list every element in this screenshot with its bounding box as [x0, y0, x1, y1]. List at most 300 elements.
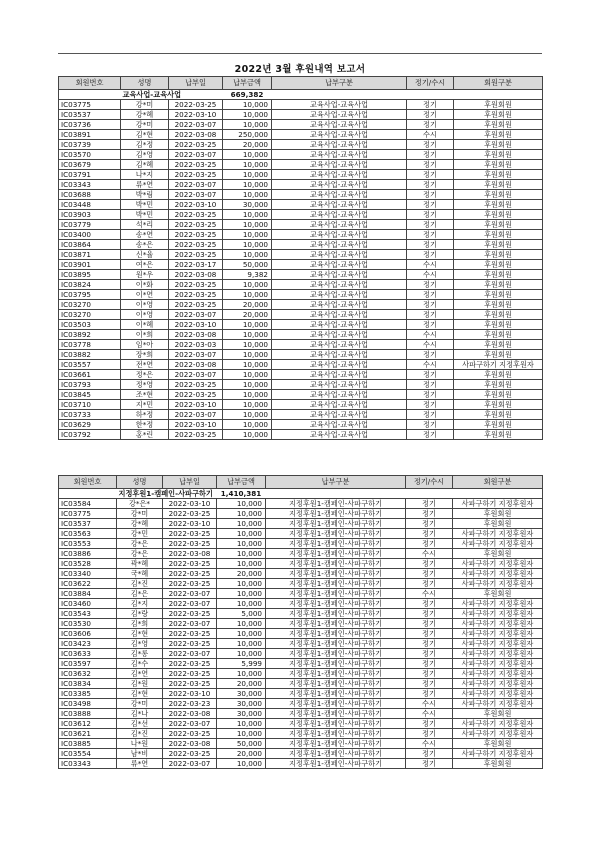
column-header: 회원번호	[59, 476, 117, 489]
member-id-cell: IC03736	[59, 120, 121, 130]
pay-type-cell: 지정후원1-캠페인-사파구하기	[266, 729, 406, 739]
pay-date-cell: 2022-03-25	[169, 390, 223, 400]
table-row	[59, 150, 543, 160]
column-header: 납부구분	[272, 77, 407, 90]
name-cell: 김*나	[117, 709, 163, 719]
cycle-cell: 정기	[406, 749, 453, 759]
member-type-cell: 후원회원	[454, 430, 543, 440]
member-type-cell: 후원회원	[454, 200, 543, 210]
member-type-cell: 사파구하기 지정후원자	[453, 599, 543, 609]
pay-type-cell: 교육사업-교육사업	[272, 270, 407, 280]
member-type-cell: 후원회원	[454, 250, 543, 260]
member-type-cell: 사파구하기 지정후원자	[454, 360, 543, 370]
member-type-cell: 후원회원	[453, 549, 543, 559]
table-row	[59, 749, 543, 759]
pay-type-cell: 교육사업-교육사업	[272, 260, 407, 270]
pay-date-cell: 2022-03-25	[163, 539, 217, 549]
pay-date-cell: 2022-03-08	[163, 549, 217, 559]
cycle-cell: 정기	[406, 539, 453, 549]
member-type-cell: 후원회원	[454, 380, 543, 390]
pay-type-cell: 지정후원1-캠페인-사파구하기	[266, 709, 406, 719]
cycle-cell: 수시	[406, 699, 453, 709]
cycle-cell: 정기	[407, 420, 454, 430]
amount-cell: 20,000	[223, 310, 272, 320]
member-type-cell: 후원회원	[453, 509, 543, 519]
cycle-cell: 수시	[407, 330, 454, 340]
name-cell: 원*우	[121, 270, 169, 280]
name-cell: 김*지	[117, 599, 163, 609]
member-type-cell: 사파구하기 지정후원자	[453, 659, 543, 669]
column-header: 회원구분	[453, 476, 543, 489]
table-row	[59, 160, 543, 170]
pay-type-cell: 교육사업-교육사업	[272, 310, 407, 320]
member-id-cell: IC03537	[59, 110, 121, 120]
amount-cell: 10,000	[223, 350, 272, 360]
member-type-cell: 후원회원	[454, 230, 543, 240]
name-cell: 강*미	[117, 699, 163, 709]
table-row	[59, 609, 543, 619]
pay-type-cell: 교육사업-교육사업	[272, 140, 407, 150]
pay-date-cell: 2022-03-10	[169, 200, 223, 210]
cycle-cell: 수시	[407, 270, 454, 280]
table-row	[59, 579, 543, 589]
member-type-cell: 후원회원	[453, 519, 543, 529]
table-row	[59, 190, 543, 200]
amount-cell: 10,000	[223, 230, 272, 240]
cycle-cell: 정기	[406, 689, 453, 699]
pay-type-cell: 지정후원1-캠페인-사파구하기	[266, 559, 406, 569]
member-type-cell: 후원회원	[454, 120, 543, 130]
pay-date-cell: 2022-03-25	[169, 100, 223, 110]
member-id-cell: IC03632	[59, 669, 117, 679]
name-cell: 나*지	[121, 170, 169, 180]
table-row	[59, 170, 543, 180]
pay-type-cell: 지정후원1-캠페인-사파구하기	[266, 619, 406, 629]
pay-date-cell: 2022-03-08	[169, 360, 223, 370]
pay-date-cell: 2022-03-07	[169, 410, 223, 420]
name-cell: 김*원	[117, 679, 163, 689]
cycle-cell: 정기	[407, 140, 454, 150]
amount-cell: 10,000	[217, 639, 266, 649]
table-row	[59, 390, 543, 400]
amount-cell: 9,382	[223, 270, 272, 280]
member-type-cell: 후원회원	[453, 709, 543, 719]
name-cell: 김*선	[117, 719, 163, 729]
member-id-cell: IC03584	[59, 499, 117, 509]
amount-cell: 10,000	[223, 190, 272, 200]
pay-type-cell: 교육사업-교육사업	[272, 350, 407, 360]
member-type-cell: 사파구하기 지정후원자	[453, 719, 543, 729]
pay-date-cell: 2022-03-10	[163, 519, 217, 529]
member-id-cell: IC03537	[59, 519, 117, 529]
table-row	[59, 509, 543, 519]
table-row	[59, 330, 543, 340]
member-id-cell: IC03622	[59, 579, 117, 589]
cycle-cell: 정기	[407, 370, 454, 380]
table-row	[59, 350, 543, 360]
amount-cell: 10,000	[223, 380, 272, 390]
table-row	[59, 659, 543, 669]
pay-date-cell: 2022-03-07	[169, 180, 223, 190]
name-cell: 박*민	[121, 200, 169, 210]
pay-type-cell: 교육사업-교육사업	[272, 220, 407, 230]
amount-cell: 10,000	[223, 410, 272, 420]
pay-type-cell: 교육사업-교육사업	[272, 400, 407, 410]
member-id-cell: IC03423	[59, 639, 117, 649]
member-id-cell: IC03739	[59, 140, 121, 150]
pay-date-cell: 2022-03-25	[169, 250, 223, 260]
pay-date-cell: 2022-03-07	[163, 599, 217, 609]
pay-date-cell: 2022-03-25	[163, 579, 217, 589]
column-header: 회원구분	[454, 77, 543, 90]
cycle-cell: 정기	[406, 569, 453, 579]
member-id-cell: IC03845	[59, 390, 121, 400]
table-row	[59, 759, 543, 769]
pay-date-cell: 2022-03-25	[163, 729, 217, 739]
member-id-cell: IC03791	[59, 170, 121, 180]
member-type-cell: 후원회원	[454, 210, 543, 220]
cycle-cell: 정기	[406, 599, 453, 609]
member-type-cell: 후원회원	[454, 390, 543, 400]
amount-cell: 10,000	[223, 160, 272, 170]
pay-date-cell: 2022-03-25	[163, 609, 217, 619]
member-type-cell: 후원회원	[454, 140, 543, 150]
name-cell: 김*현	[117, 629, 163, 639]
table-row	[59, 250, 543, 260]
group-name: 교육사업-교육사업	[121, 90, 223, 100]
cycle-cell: 정기	[407, 290, 454, 300]
pay-type-cell: 교육사업-교육사업	[272, 280, 407, 290]
pay-date-cell: 2022-03-23	[163, 699, 217, 709]
name-cell: 장*희	[121, 350, 169, 360]
member-type-cell: 후원회원	[454, 410, 543, 420]
cycle-cell: 정기	[406, 559, 453, 569]
cycle-cell: 정기	[407, 200, 454, 210]
group-subtotal-row	[59, 489, 543, 499]
member-id-cell: IC03733	[59, 410, 121, 420]
pay-date-cell: 2022-03-25	[163, 569, 217, 579]
amount-cell: 10,000	[223, 320, 272, 330]
pay-date-cell: 2022-03-25	[163, 629, 217, 639]
amount-cell: 10,000	[217, 719, 266, 729]
cycle-cell: 정기	[406, 659, 453, 669]
member-type-cell: 후원회원	[454, 100, 543, 110]
pay-date-cell: 2022-03-25	[163, 669, 217, 679]
name-cell: 지*민	[121, 400, 169, 410]
name-cell: 김*롱	[117, 649, 163, 659]
group-name: 지정후원1-캠페인-사파구하기	[117, 489, 217, 499]
member-id-cell: IC03448	[59, 200, 121, 210]
amount-cell: 20,000	[217, 569, 266, 579]
cycle-cell: 정기	[406, 729, 453, 739]
name-cell: 석*리	[121, 220, 169, 230]
cycle-cell: 정기	[407, 160, 454, 170]
pay-date-cell: 2022-03-07	[163, 649, 217, 659]
pay-date-cell: 2022-03-25	[169, 170, 223, 180]
member-id-cell: IC03528	[59, 559, 117, 569]
member-id-cell: IC03892	[59, 330, 121, 340]
amount-cell: 10,000	[217, 649, 266, 659]
table-row	[59, 410, 543, 420]
pay-date-cell: 2022-03-10	[169, 320, 223, 330]
name-cell: 김*정	[121, 140, 169, 150]
pay-type-cell: 지정후원1-캠페인-사파구하기	[266, 499, 406, 509]
name-cell: 강*은	[117, 539, 163, 549]
amount-cell: 10,000	[223, 120, 272, 130]
amount-cell: 10,000	[223, 340, 272, 350]
pay-date-cell: 2022-03-10	[169, 110, 223, 120]
table-row	[59, 539, 543, 549]
pay-type-cell: 교육사업-교육사업	[272, 100, 407, 110]
name-cell: 김*진	[117, 729, 163, 739]
member-id-cell: IC03557	[59, 360, 121, 370]
member-id-cell: IC03888	[59, 709, 117, 719]
cycle-cell: 정기	[406, 509, 453, 519]
cycle-cell: 정기	[406, 519, 453, 529]
name-cell: 송*은	[121, 240, 169, 250]
pay-type-cell: 지정후원1-캠페인-사파구하기	[266, 629, 406, 639]
member-id-cell: IC03901	[59, 260, 121, 270]
table-row	[59, 360, 543, 370]
cycle-cell: 수시	[406, 549, 453, 559]
member-id-cell: IC03710	[59, 400, 121, 410]
name-cell: 강*미	[117, 509, 163, 519]
pay-type-cell: 지정후원1-캠페인-사파구하기	[266, 639, 406, 649]
amount-cell: 10,000	[223, 240, 272, 250]
member-type-cell: 후원회원	[454, 300, 543, 310]
member-type-cell: 사파구하기 지정후원자	[453, 559, 543, 569]
amount-cell: 10,000	[217, 539, 266, 549]
table-row	[59, 599, 543, 609]
pay-type-cell: 교육사업-교육사업	[272, 180, 407, 190]
pay-date-cell: 2022-03-08	[169, 130, 223, 140]
table-row	[59, 420, 543, 430]
pay-type-cell: 교육사업-교육사업	[272, 250, 407, 260]
member-id-cell: IC03621	[59, 729, 117, 739]
cycle-cell: 정기	[407, 250, 454, 260]
pay-type-cell: 교육사업-교육사업	[272, 230, 407, 240]
name-cell: 류*연	[121, 180, 169, 190]
name-cell: 김*연	[117, 669, 163, 679]
pay-date-cell: 2022-03-25	[169, 220, 223, 230]
name-cell: 이*희	[121, 330, 169, 340]
amount-cell: 10,000	[217, 549, 266, 559]
column-header: 정기/수시	[407, 77, 454, 90]
cycle-cell: 정기	[406, 679, 453, 689]
pay-type-cell: 지정후원1-캠페인-사파구하기	[266, 509, 406, 519]
member-type-cell: 사파구하기 지정후원자	[453, 629, 543, 639]
amount-cell: 10,000	[223, 370, 272, 380]
pay-date-cell: 2022-03-25	[169, 240, 223, 250]
member-type-cell: 후원회원	[454, 190, 543, 200]
donation-table-campaign	[58, 475, 543, 769]
pay-date-cell: 2022-03-08	[169, 330, 223, 340]
member-type-cell: 사파구하기 지정후원자	[453, 529, 543, 539]
pay-type-cell: 교육사업-교육사업	[272, 390, 407, 400]
member-type-cell: 후원회원	[454, 240, 543, 250]
member-type-cell: 사파구하기 지정후원자	[453, 679, 543, 689]
pay-type-cell: 지정후원1-캠페인-사파구하기	[266, 569, 406, 579]
member-id-cell: IC03543	[59, 609, 117, 619]
amount-cell: 10,000	[217, 629, 266, 639]
pay-date-cell: 2022-03-25	[169, 300, 223, 310]
member-id-cell: IC03570	[59, 150, 121, 160]
pay-type-cell: 교육사업-교육사업	[272, 130, 407, 140]
member-type-cell: 사파구하기 지정후원자	[453, 639, 543, 649]
cycle-cell: 정기	[407, 300, 454, 310]
name-cell: 이*화	[121, 280, 169, 290]
pay-type-cell: 교육사업-교육사업	[272, 150, 407, 160]
name-cell: 김*현	[121, 130, 169, 140]
cycle-cell: 정기	[407, 280, 454, 290]
name-cell: 나*원	[117, 739, 163, 749]
member-type-cell: 후원회원	[454, 420, 543, 430]
name-cell: 강*민	[117, 529, 163, 539]
amount-cell: 20,000	[223, 140, 272, 150]
table-row	[59, 669, 543, 679]
name-cell: 하*정	[121, 410, 169, 420]
pay-type-cell: 지정후원1-캠페인-사파구하기	[266, 659, 406, 669]
table-row	[59, 290, 543, 300]
pay-type-cell: 교육사업-교육사업	[272, 160, 407, 170]
pay-type-cell: 지정후원1-캠페인-사파구하기	[266, 599, 406, 609]
member-type-cell: 후원회원	[454, 350, 543, 360]
column-header: 정기/수시	[406, 476, 453, 489]
member-id-cell: IC03563	[59, 529, 117, 539]
name-cell: 김*영	[121, 150, 169, 160]
group-total: 669,382	[223, 90, 272, 100]
cycle-cell: 정기	[407, 220, 454, 230]
pay-type-cell: 교육사업-교육사업	[272, 330, 407, 340]
member-id-cell: IC03775	[59, 100, 121, 110]
column-header: 회원번호	[59, 77, 121, 90]
member-id-cell: IC03554	[59, 749, 117, 759]
member-type-cell: 사파구하기 지정후원자	[453, 729, 543, 739]
member-type-cell: 후원회원	[454, 110, 543, 120]
table-row	[59, 699, 543, 709]
cycle-cell: 정기	[407, 100, 454, 110]
cycle-cell: 수시	[406, 739, 453, 749]
pay-type-cell: 지정후원1-캠페인-사파구하기	[266, 519, 406, 529]
pay-type-cell: 교육사업-교육사업	[272, 370, 407, 380]
member-id-cell: IC03606	[59, 629, 117, 639]
table-row	[59, 280, 543, 290]
pay-date-cell: 2022-03-25	[169, 380, 223, 390]
pay-date-cell: 2022-03-25	[163, 659, 217, 669]
table-row	[59, 679, 543, 689]
amount-cell: 20,000	[217, 679, 266, 689]
member-type-cell: 후원회원	[454, 330, 543, 340]
member-type-cell: 후원회원	[454, 260, 543, 270]
member-id-cell: IC03270	[59, 300, 121, 310]
member-type-cell: 후원회원	[454, 400, 543, 410]
cycle-cell: 수시	[407, 260, 454, 270]
cycle-cell: 정기	[407, 390, 454, 400]
pay-type-cell: 교육사업-교육사업	[272, 420, 407, 430]
amount-cell: 10,000	[217, 599, 266, 609]
name-cell: 류*연	[117, 759, 163, 769]
table-row	[59, 719, 543, 729]
pay-type-cell: 지정후원1-캠페인-사파구하기	[266, 679, 406, 689]
table-row	[59, 519, 543, 529]
amount-cell: 30,000	[217, 699, 266, 709]
member-id-cell: IC03597	[59, 659, 117, 669]
cycle-cell: 정기	[406, 619, 453, 629]
pay-type-cell: 지정후원1-캠페인-사파구하기	[266, 669, 406, 679]
pay-date-cell: 2022-03-25	[163, 509, 217, 519]
table-row	[59, 130, 543, 140]
table-row	[59, 110, 543, 120]
pay-type-cell: 교육사업-교육사업	[272, 380, 407, 390]
amount-cell: 20,000	[223, 300, 272, 310]
pay-date-cell: 2022-03-08	[163, 709, 217, 719]
table-row	[59, 200, 543, 210]
pay-date-cell: 2022-03-07	[169, 370, 223, 380]
amount-cell: 10,000	[217, 669, 266, 679]
name-cell: 강*혜	[117, 519, 163, 529]
member-type-cell: 사파구하기 지정후원자	[453, 649, 543, 659]
member-id-cell: IC03778	[59, 340, 121, 350]
table-row	[59, 370, 543, 380]
member-id-cell: IC03633	[59, 649, 117, 659]
pay-type-cell: 지정후원1-캠페인-사파구하기	[266, 719, 406, 729]
table-row	[59, 310, 543, 320]
pay-date-cell: 2022-03-25	[169, 430, 223, 440]
amount-cell: 10,000	[217, 559, 266, 569]
amount-cell: 50,000	[217, 739, 266, 749]
amount-cell: 10,000	[223, 150, 272, 160]
pay-date-cell: 2022-03-25	[169, 290, 223, 300]
name-cell: 이*영	[121, 310, 169, 320]
member-type-cell: 사파구하기 지정후원자	[453, 539, 543, 549]
pay-type-cell: 지정후원1-캠페인-사파구하기	[266, 549, 406, 559]
member-id-cell: IC03661	[59, 370, 121, 380]
name-cell: 국*혜	[117, 569, 163, 579]
member-id-cell: IC03688	[59, 190, 121, 200]
member-id-cell: IC03498	[59, 699, 117, 709]
name-cell: 강*미	[121, 100, 169, 110]
member-type-cell: 후원회원	[453, 589, 543, 599]
pay-date-cell: 2022-03-10	[163, 689, 217, 699]
cycle-cell: 정기	[407, 180, 454, 190]
name-cell: 한*정	[121, 420, 169, 430]
member-id-cell: IC03884	[59, 589, 117, 599]
member-type-cell: 사파구하기 지정후원자	[453, 619, 543, 629]
pay-date-cell: 2022-03-25	[169, 140, 223, 150]
member-id-cell: IC03885	[59, 739, 117, 749]
cycle-cell: 수시	[407, 340, 454, 350]
member-type-cell: 후원회원	[454, 370, 543, 380]
group-subtotal-row	[59, 90, 543, 100]
member-type-cell: 후원회원	[454, 320, 543, 330]
name-cell: 김*혜	[121, 160, 169, 170]
member-type-cell: 후원회원	[454, 170, 543, 180]
member-id-cell: IC03400	[59, 230, 121, 240]
pay-type-cell: 지정후원1-캠페인-사파구하기	[266, 579, 406, 589]
member-type-cell: 후원회원	[453, 739, 543, 749]
member-id-cell: IC03460	[59, 599, 117, 609]
name-cell: 정*은	[121, 370, 169, 380]
member-id-cell: IC03503	[59, 320, 121, 330]
pay-type-cell: 교육사업-교육사업	[272, 200, 407, 210]
name-cell: 김*랑	[117, 609, 163, 619]
table-row	[59, 100, 543, 110]
pay-type-cell: 교육사업-교육사업	[272, 360, 407, 370]
table-body	[59, 489, 543, 769]
pay-type-cell: 지정후원1-캠페인-사파구하기	[266, 699, 406, 709]
table-row	[59, 300, 543, 310]
pay-date-cell: 2022-03-25	[163, 559, 217, 569]
